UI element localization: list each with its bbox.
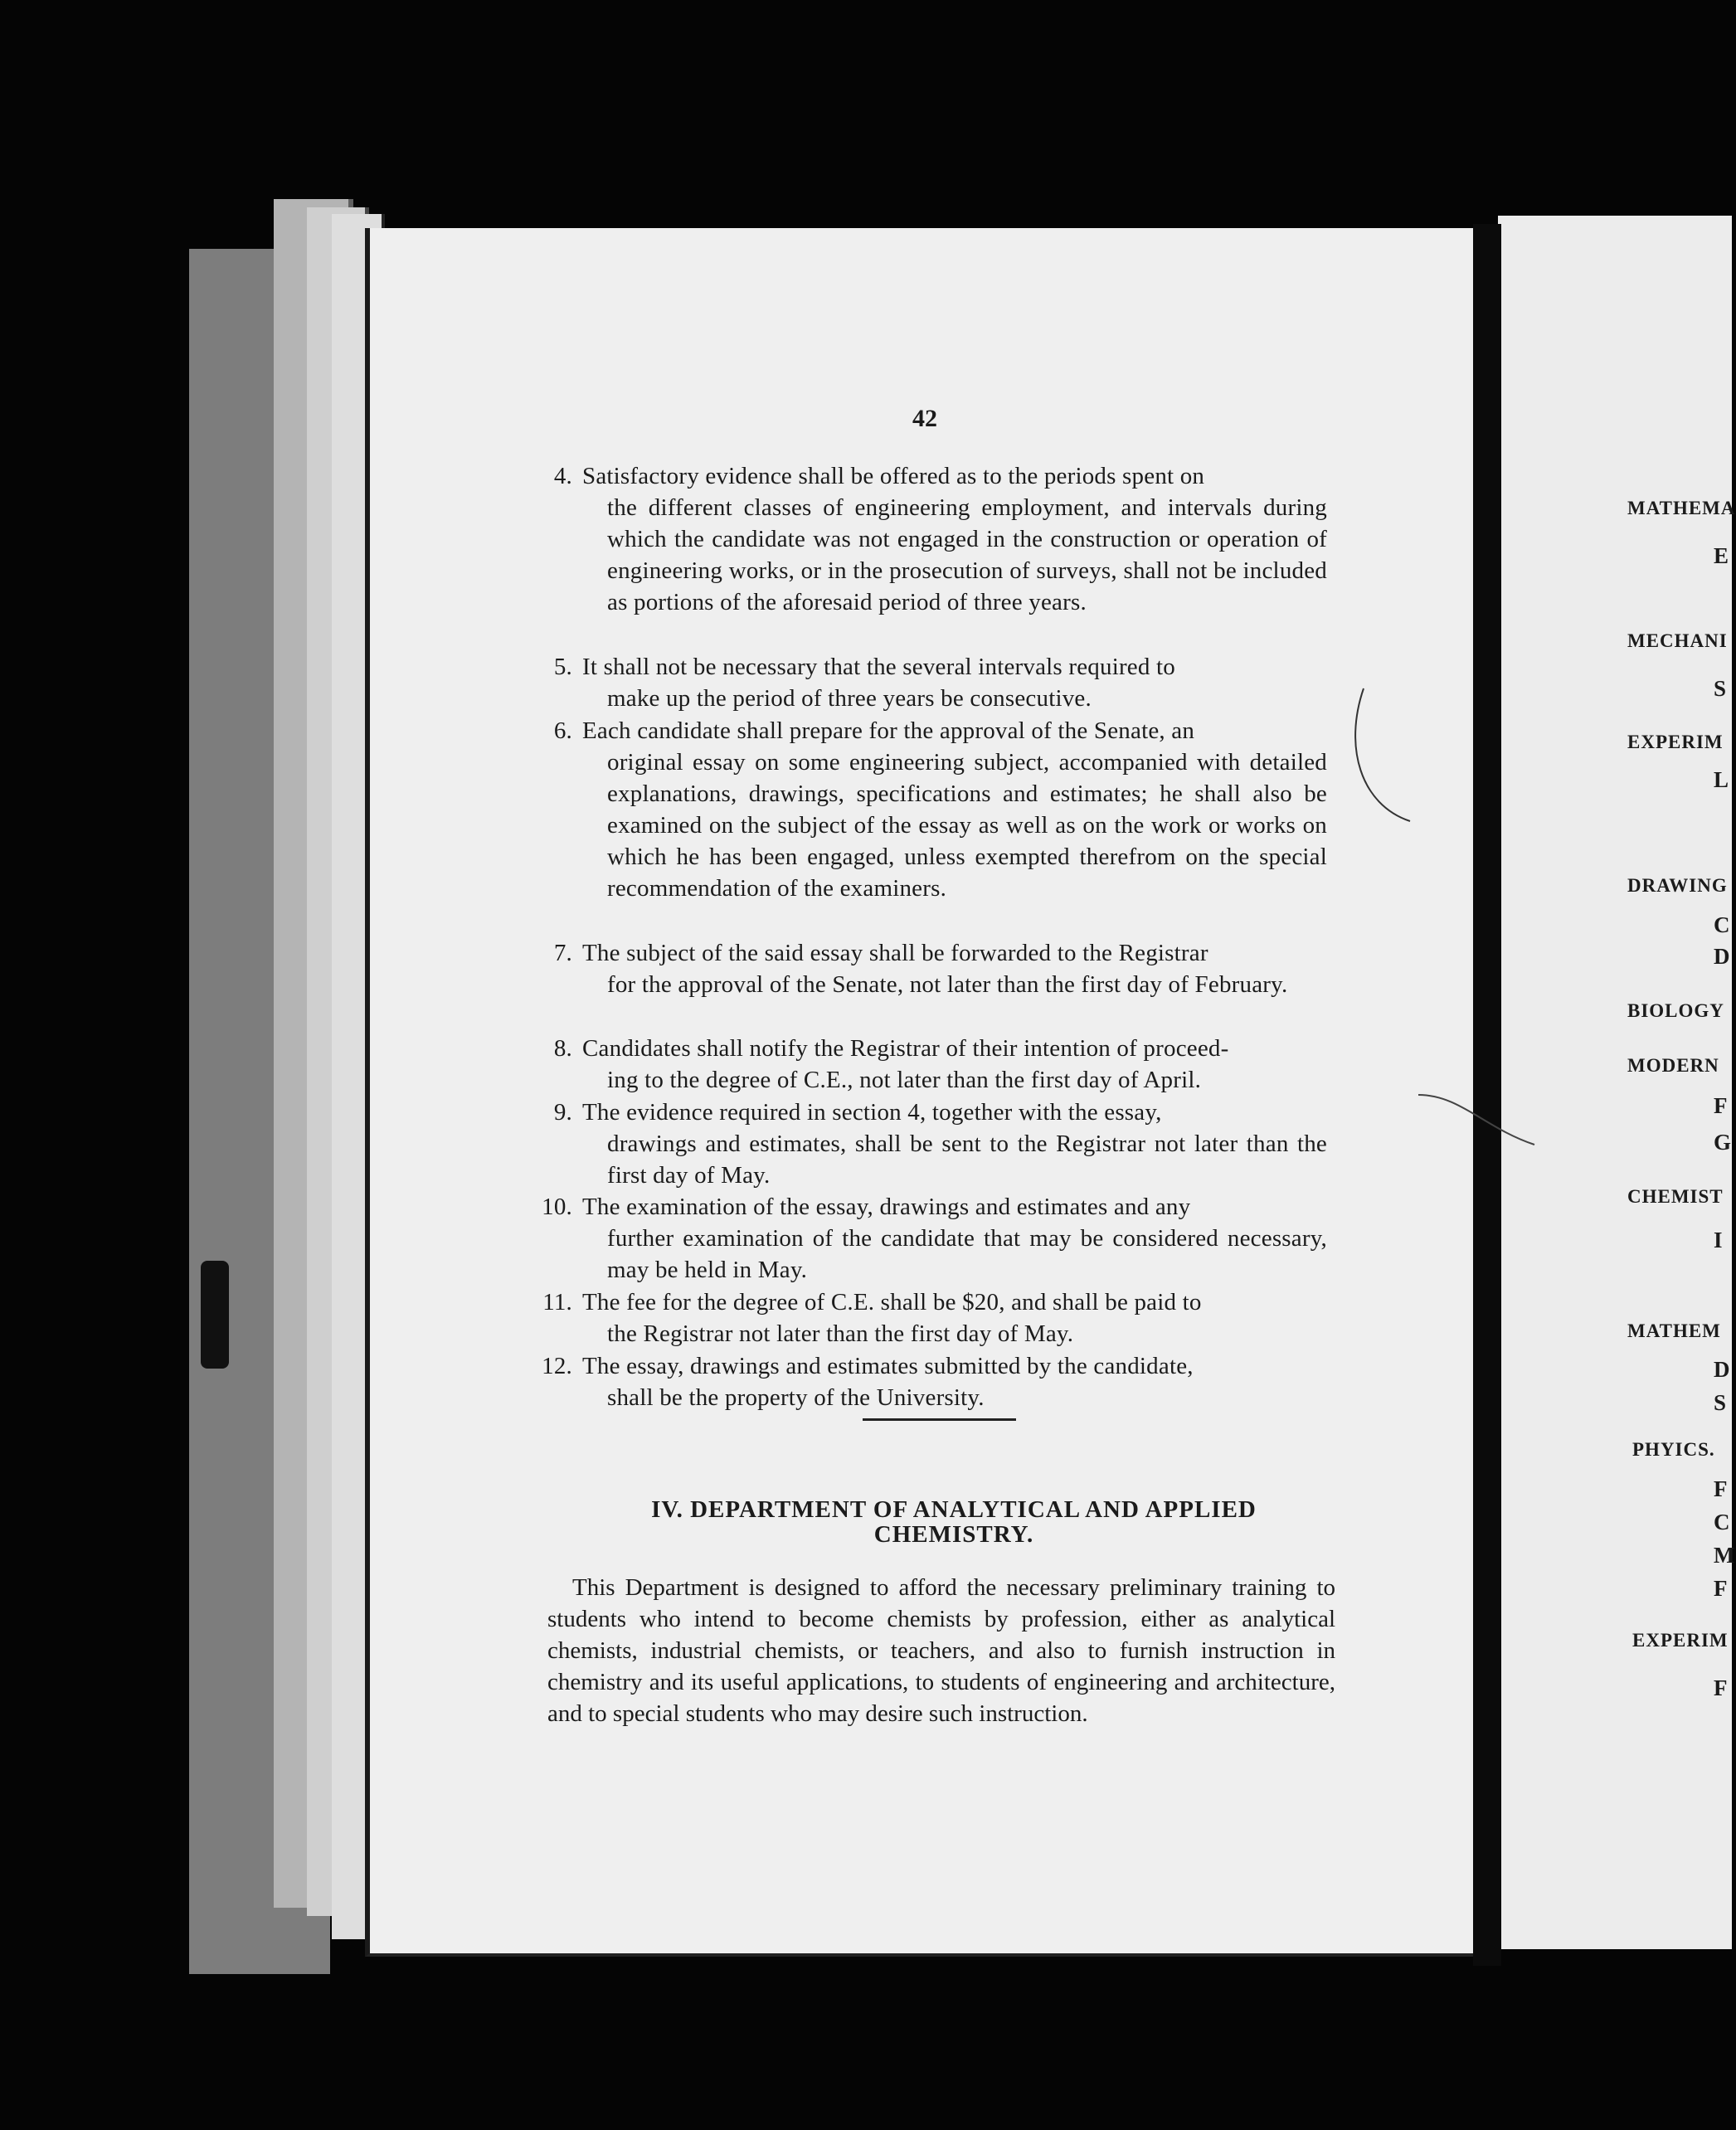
item-first-line: Satisfactory evidence shall be offered as to the periods spent on xyxy=(582,463,1205,489)
right-page-fragment: E xyxy=(1714,543,1729,568)
item-number: 8. xyxy=(553,1035,572,1062)
item-number: 11. xyxy=(542,1289,572,1315)
item-number: 10. xyxy=(542,1194,572,1220)
item-number: 7. xyxy=(553,940,572,966)
right-page-fragment: S xyxy=(1714,676,1727,701)
pencil-mark xyxy=(1355,688,1410,821)
right-page-fragment: F xyxy=(1714,1675,1728,1700)
list-item xyxy=(539,937,1327,1000)
section-intro-paragraph: This Department is designed to afford the necessary preliminary training to students who intend to become chemists by profession, either as analytical chemists, industrial chemists, or teachers, and also to furnish instruction in chemistry and its useful applications, to students of engineering and architecture, and to special students who may desire such instruction. xyxy=(547,1574,1335,1727)
page-number: 42 xyxy=(912,405,937,432)
right-page-fragment: EXPERIM xyxy=(1627,732,1724,752)
item-number: 12. xyxy=(542,1353,572,1379)
right-page-fragment: DRAWING xyxy=(1627,875,1728,896)
right-page-fragment: MECHANI xyxy=(1627,630,1728,651)
item-continuation: original essay on some engineering subject, accompanied with detailed explanations, drawings, specifications and estimates; he shall also be examined on the subject of the essay as well as on the work or works on which he has been engaged, unless exempted therefrom on the special recommendation of the examiners. xyxy=(607,749,1327,902)
section-heading xyxy=(581,1497,1327,1547)
item-first-line: Each candidate shall prepare for the approval of the Senate, an xyxy=(582,717,1195,744)
right-page-fragment: M xyxy=(1714,1543,1735,1568)
item-continuation: make up the period of three years be consecutive. xyxy=(607,685,1092,712)
item-number: 9. xyxy=(553,1099,572,1126)
list-item xyxy=(539,1191,1327,1286)
list-item xyxy=(539,460,1327,618)
right-page-fragment: F xyxy=(1714,1576,1728,1601)
list-item xyxy=(539,715,1327,904)
right-page-fragment: PHYICS. xyxy=(1632,1439,1715,1460)
item-continuation: the different classes of engineering employment, and intervals during which the candidate was not engaged in the construction or operation of engineering works, or in the prosecution of surveys, shall not be included as portions of the aforesaid period of three years. xyxy=(607,494,1327,615)
item-first-line: Candidates shall notify the Registrar of their intention of proceed- xyxy=(582,1035,1229,1062)
item-first-line: It shall not be necessary that the several intervals required to xyxy=(582,654,1175,680)
item-first-line: The examination of the essay, drawings and estimates and any xyxy=(582,1194,1191,1220)
section-divider xyxy=(863,1418,1016,1421)
item-first-line: The fee for the degree of C.E. shall be $20, and shall be paid to xyxy=(582,1289,1202,1315)
right-page-fragment: F xyxy=(1714,1093,1728,1118)
right-page-fragment: L xyxy=(1714,767,1729,792)
item-number: 6. xyxy=(553,717,572,744)
right-page-fragment: BIOLOGY xyxy=(1627,1000,1724,1021)
right-page-fragment: I xyxy=(1714,1228,1723,1252)
list-item xyxy=(539,1033,1327,1096)
item-continuation: ing to the degree of C.E., not later than the first day of April. xyxy=(607,1067,1202,1093)
pencil-mark xyxy=(1418,1095,1534,1145)
list-item xyxy=(539,1350,1327,1413)
list-item xyxy=(539,651,1327,714)
right-page-fragment: C xyxy=(1714,912,1730,937)
list-item xyxy=(539,1286,1327,1349)
section-heading-line: IV. DEPARTMENT OF ANALYTICAL AND APPLIED xyxy=(651,1496,1257,1523)
item-continuation: drawings and estimates, shall be sent to the Registrar not later than the first day of May. xyxy=(607,1131,1327,1189)
item-number: 5. xyxy=(553,654,572,680)
binding-clip xyxy=(201,1261,229,1369)
item-continuation: further examination of the candidate that may be considered necessary, may be held in May. xyxy=(607,1225,1327,1283)
right-page-fragment: F xyxy=(1714,1476,1728,1501)
item-continuation: the Registrar not later than the first day of May. xyxy=(607,1320,1074,1347)
right-page-fragment: MATHEMA xyxy=(1627,498,1736,518)
right-page-fragment: G xyxy=(1714,1130,1732,1155)
section-heading-line: CHEMISTRY. xyxy=(873,1521,1034,1548)
right-page-fragment: MODERN xyxy=(1627,1055,1719,1076)
list-item xyxy=(539,1097,1327,1191)
item-first-line: The essay, drawings and estimates submitted by the candidate, xyxy=(582,1353,1194,1379)
item-first-line: The subject of the said essay shall be forwarded to the Registrar xyxy=(582,940,1208,966)
pencil-marks xyxy=(1344,680,1543,1161)
right-page-fragment: EXPERIM xyxy=(1632,1630,1729,1651)
right-page-fragment: MATHEM xyxy=(1627,1320,1721,1341)
right-page-fragment: D xyxy=(1714,944,1730,969)
item-first-line: The evidence required in section 4, together with the essay, xyxy=(582,1099,1162,1126)
right-page-fragment: S xyxy=(1714,1390,1727,1415)
item-continuation: for the approval of the Senate, not later than the first day of February. xyxy=(607,971,1288,998)
item-number: 4. xyxy=(553,463,572,489)
item-continuation: shall be the property of the University. xyxy=(607,1384,985,1411)
right-page-fragment: D xyxy=(1714,1357,1730,1382)
right-page-fragment: C xyxy=(1714,1510,1730,1534)
right-page-fragment: CHEMIST xyxy=(1627,1186,1724,1207)
